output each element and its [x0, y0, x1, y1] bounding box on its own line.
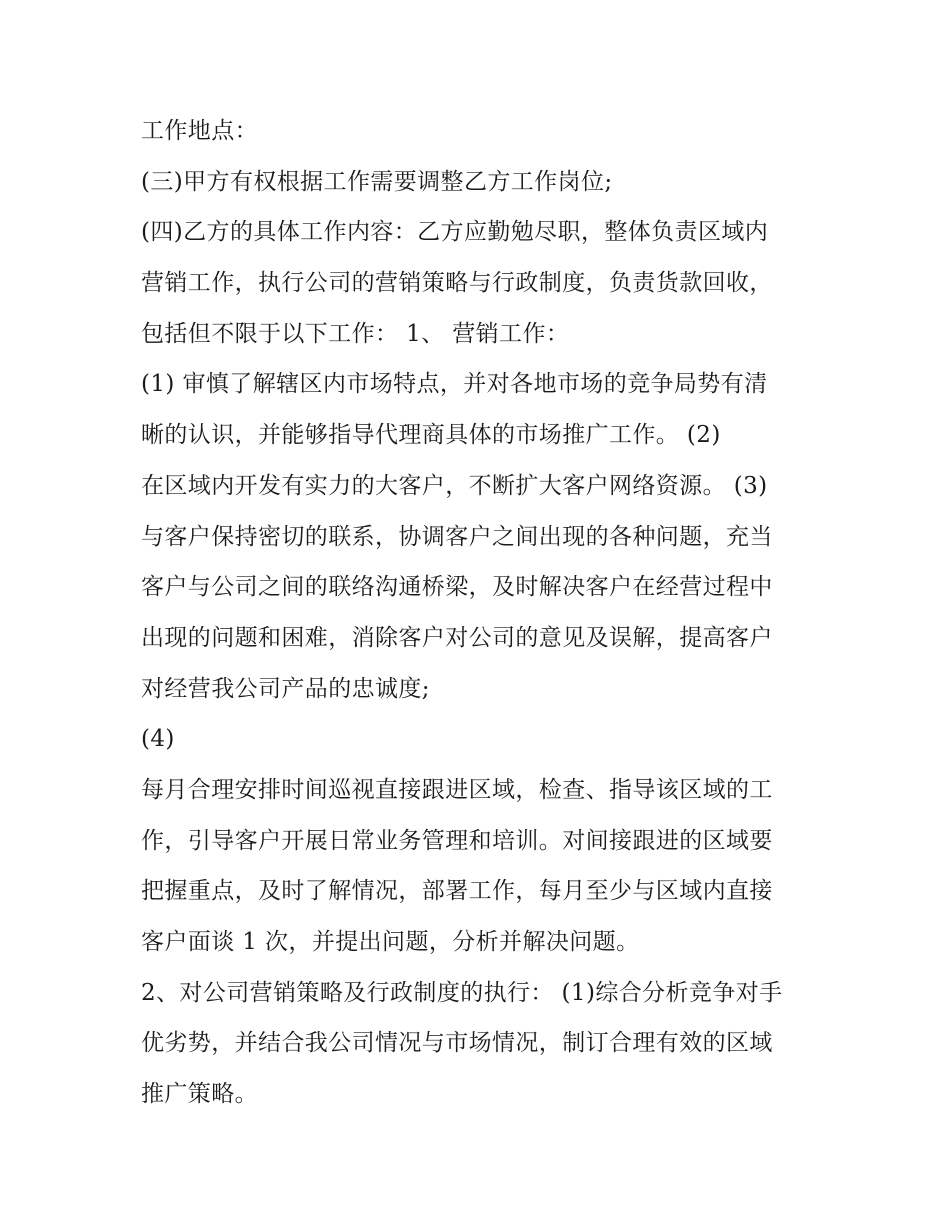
text-line: 营销工作，执行公司的营销策略与行政制度，负责货款回收，: [141, 270, 773, 297]
text-line: 作，引导客户开展日常业务管理和培训。对间接跟进的区域要: [141, 827, 773, 854]
document-body: [141, 106, 821, 1120]
text-line: 包括但不限于以下工作： 1、 营销工作：: [141, 320, 570, 347]
text-line: 客户面谈 1 次，并提出问题，分析并解决问题。: [141, 929, 640, 955]
text-line: 把握重点，及时了解情况，部署工作，每月至少与区域内直接: [141, 878, 773, 905]
text-line: 推广策略。: [141, 1081, 258, 1108]
text-line: (1) 审慎了解辖区内市场特点，并对各地市场的竞争局势有清: [141, 371, 768, 398]
text-line: 晰的认识，并能够指导代理商具体的市场推广工作。 (2): [141, 422, 721, 449]
text-line: 2、对公司营销策略及行政制度的执行： (1)综合分析竞争对手: [141, 979, 783, 1006]
text-line: 客户与公司之间的联络沟通桥梁，及时解决客户在经营过程中: [141, 574, 773, 601]
text-line: 与客户保持密切的联系，协调客户之间出现的各种问题，充当: [141, 523, 773, 550]
text-line: 出现的问题和困难，消除客户对公司的意见及误解，提高客户: [141, 624, 773, 651]
text-line: 在区域内开发有实力的大客户，不断扩大客户网络资源。 (3): [141, 472, 768, 499]
text-line: (三)甲方有权根据工作需要调整乙方工作岗位;: [141, 168, 613, 195]
text-line: 对经营我公司产品的忠诚度;: [141, 675, 430, 702]
text-line: 工作地点：: [141, 118, 258, 144]
text-line: 每月合理安排时间巡视直接跟进区域，检查、指导该区域的工: [141, 776, 773, 803]
text-line: (4): [141, 726, 175, 753]
text-line: 优劣势，并结合我公司情况与市场情况，制订合理有效的区域: [141, 1030, 773, 1057]
text-line: (四)乙方的具体工作内容：乙方应勤勉尽职，整体负责区域内: [141, 219, 769, 246]
